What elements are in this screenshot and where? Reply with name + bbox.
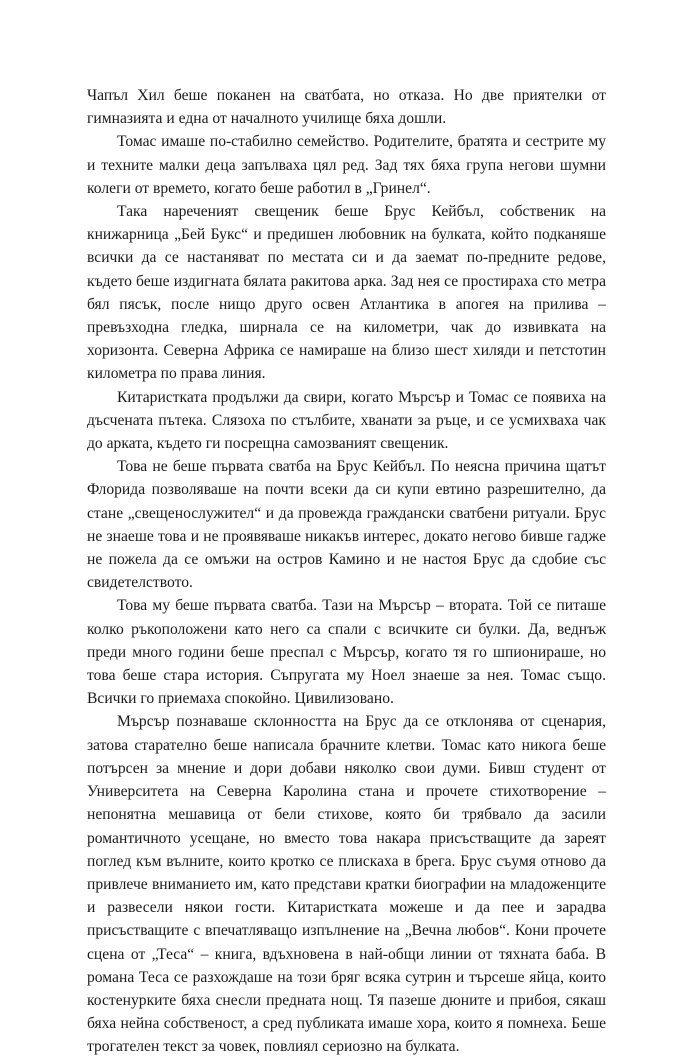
paragraph: Това не беше първата сватба на Брус Кейбъл. По неясна причина щатът Флорида позволяваше на почти всеки да си купи евтино разрешително, да стане „свещенослужител“ и да провежда граждански сватбени ритуали. Брус не знаеше това и не проявяваше никакъв интерес, докато негово бивше гадже не пожела да се омъжи на остров Камино и не настоя Брус да сдобие със свидетелството. [87, 458, 606, 592]
body-text [87, 84, 606, 1059]
paragraph: Това му беше първата сватба. Тази на Мърсър – втората. Той се питаше колко ръкоположени като него са спали с всичките си булки. Да, веднъж преди много години беше преспал с Мърсър, когато тя го шпионираше, но това беше стара история. Съпругата му Ноел знаеше за нея. Томас също. Всички го приемаха спокойно. Цивилизовано. [87, 597, 606, 708]
paragraph: Мърсър познаваше склонността на Брус да се отклонява от сценария, затова старателно беше написала брачните клетви. Томас като никога беше потърсен за мнение и дори добави няколко свои думи. Бивш студент от Университета на Северна Каролина стана и прочете стихотворение – непонятна мешавица от бели стихове, която би трябвало да засили романтичното усещане, но вместо това накара присъстващите да зареят поглед към вълните, които кротко се плискаха в брега. Брус съумя отново да привлече вниманието им, като представи кратки биографии на младоженците и развесели някои гости. Китаристката можеше и да пее и зарадва присъстващите с впечатляващо изпълнение на „Вечна любов“. Кони прочете сцена от „Теса“ – книга, вдъхновена в най-общи линии от тяхната баба. В романа Теса се разхождаше на този бряг всяка сутрин и търсеше яйца, които костенурките бяха снесли предната нощ. Тя пазеше дюните и прибоя, сякаш бяха нейна собственост, а сред публиката имаше хора, които я помнеха. Беше трогателен текст за човек, повлиял сериозно на булката. [87, 713, 606, 1056]
paragraph: Китаристката продължи да свири, когато Мърсър и Томас се появиха на дъсчената пътека. Слязоха по стълбите, хванати за ръце, и се усмихваха чак до арката, където ги посрещна самозваният свещеник. [87, 388, 606, 453]
paragraph: Чапъл Хил беше поканен на сватбата, но отказа. Но две приятелки от гимназията и една от началното училище бяха дошли. [87, 87, 606, 128]
paragraph: Томас имаше по-стабилно семейство. Родителите, братята и сестрите му и техните малки деца запълваха цял ред. Зад тях бяха група негови шумни колеги от времето, когато беше работил в „Гринел“. [87, 133, 606, 197]
paragraph: Така нареченият свещеник беше Брус Кейбъл, собственик на книжарница „Бей Букс“ и предишен любовник на булката, който подканяше всички да се настаняват по местата си и да заемат по-предните редове, където беше издигната бялата ракитова арка. Зад нея се простираха сто метра бял пясък, после нищо друго освен Атлантика в апогея на прилива – превъзходна гледка, ширнала се на километри, чак до извивката на хоризонта. Северна Африка се намираше на близо шест хиляди и петстотин километра по права линия. [87, 203, 606, 383]
